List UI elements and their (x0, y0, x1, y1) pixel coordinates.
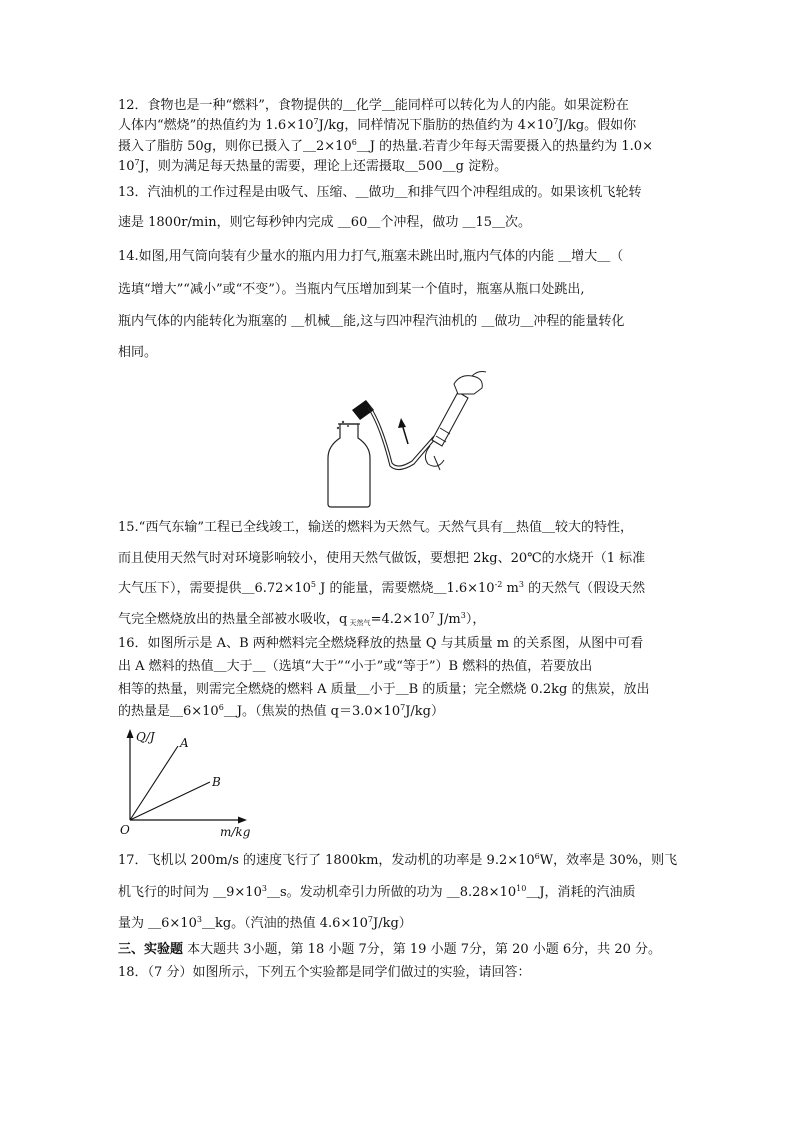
q16-line-3: 相等的热量，则需完全燃烧的燃料 A 质量＿小于＿B 的质量；完全燃烧 0.2kg 的焦炭，放出 (118, 682, 650, 697)
x-axis-arrow-icon (238, 817, 247, 824)
q12-line-2: 人体内“燃烧”的热值约为 $1.6\times 10^7J/kg$，同样情况下脂肪的热值约为 $4\times 10^7J/kg$。假如你 (118, 117, 637, 133)
heat-mass-graph (116, 726, 256, 840)
q16-line-1: 16．如图所示是 A、B 两种燃料完全燃烧释放的热量 Q 与其质量 m 的关系图，从图中可看 (118, 636, 644, 651)
q14-line-3: 瓶内气体的内能转化为瓶塞的 ＿机械＿能,这与四冲程汽油机的 ＿做功＿冲程的能量转化 (118, 314, 625, 329)
q18-line-1: 18．（7 分）如图所示，下列五个实验都是同学们做过的实验，请回答： (118, 965, 531, 980)
q12-line-3: 摄入了脂肪 50g，则你已摄入了$\_2\times 10^6\_J$ 的热量.若青少年每天需要摄入的热量约为 1.0× (118, 138, 653, 154)
y-axis-label: Q/J (136, 730, 155, 744)
q17-line-3: 量为 $\_6\times 10^3\_kg$。（汽油的热值 $4.6\times 10^7J/kg$） (118, 915, 412, 931)
stopper-icon (352, 400, 374, 420)
q15-line-3: 大气压下），需要提供$\_6.72\times 10^5$ J 的能量，需要燃烧$\_1.6\times 10^{-2}$ $m^3$ 的天然气（假设天然 (118, 580, 646, 596)
section-3-heading: 三、实验题 本大题共 3小题，第 18 小题 7分，第 19 小题 7分，第 20 小题 6分，共 20 分。 (118, 942, 661, 957)
q13-line-2: 速是 1800r/min，则它每秒钟内完成 ＿60＿个冲程，做功 ＿15＿次。 (118, 215, 532, 230)
q15-line-2: 而且使用天然气时对环境影响较小，使用天然气做饭，要想把 2kg、20℃的水烧开（1 标准 (118, 551, 646, 566)
bottle-pump-illustration (318, 366, 490, 510)
q15-line-1: 15.“西气东输”工程已全线竣工，输送的燃料为天然气。天然气具有＿热值＿较大的特性， (118, 520, 633, 535)
line-a-label: A (180, 736, 189, 750)
q12-line-1: 12．食物也是一种“燃料”，食物提供的＿化学＿能同样可以转化为人的内能。如果淀粉在 (118, 98, 629, 113)
y-axis-arrow-icon (127, 729, 134, 738)
hand-icon (454, 376, 482, 394)
q14-line-4: 相同。 (118, 345, 158, 360)
pump-icon (432, 392, 468, 446)
q12-line-4: $10^7J$，则为满足每天热量的需要，理论上还需摄取＿500＿g 淀粉。 (118, 158, 508, 174)
line-b-label: B (212, 775, 221, 789)
bottle-icon (328, 424, 370, 507)
q17-line-2: 机飞行的时间为 $\_9\times 10^3\_s$。发动机牵引力所做的功为 $\_8.28\times 10^{10}\_J$，消耗的汽油质 (118, 884, 636, 900)
origin-label: O (120, 823, 130, 837)
q16-line-2: 出 A 燃料的热值＿大于＿（选填“大于”“小于”或“等于”）B 燃料的热值，若要放出 (118, 659, 593, 674)
q15-line-4: 气完全燃烧放出的热量全部被水吸收，q $_{天然气}=4.2\times 10^7$ $J/m^3$）， (118, 611, 486, 627)
x-axis-label: m/kg (220, 825, 251, 839)
arrow-up-icon (398, 418, 406, 428)
q14-line-2: 选填“增大”“减小”或“不变”）。当瓶内气压增加到某一个值时，瓶塞从瓶口处跳出, (118, 282, 585, 297)
q14-line-1: 14.如图,用气筒向装有少量水的瓶内用力打气,瓶塞未跳出时,瓶内气体的内能 ＿增大＿（ (118, 249, 624, 264)
q17-line-1: 17．飞机以 200m/s 的速度飞行了 1800km，发动机的功率是 $9.2\times 10^6W$，效率是 30%，则飞 (118, 852, 678, 868)
q13-line-1: 13．汽油机的工作过程是由吸气、压缩、＿做功＿和排气四个冲程组成的。如果该机飞轮转 (118, 185, 642, 200)
q16-line-4: 的热量是$\_6\times 10^6\_J$。（焦炭的热值 $q=3.0\times 10^7J/kg$） (118, 703, 444, 719)
